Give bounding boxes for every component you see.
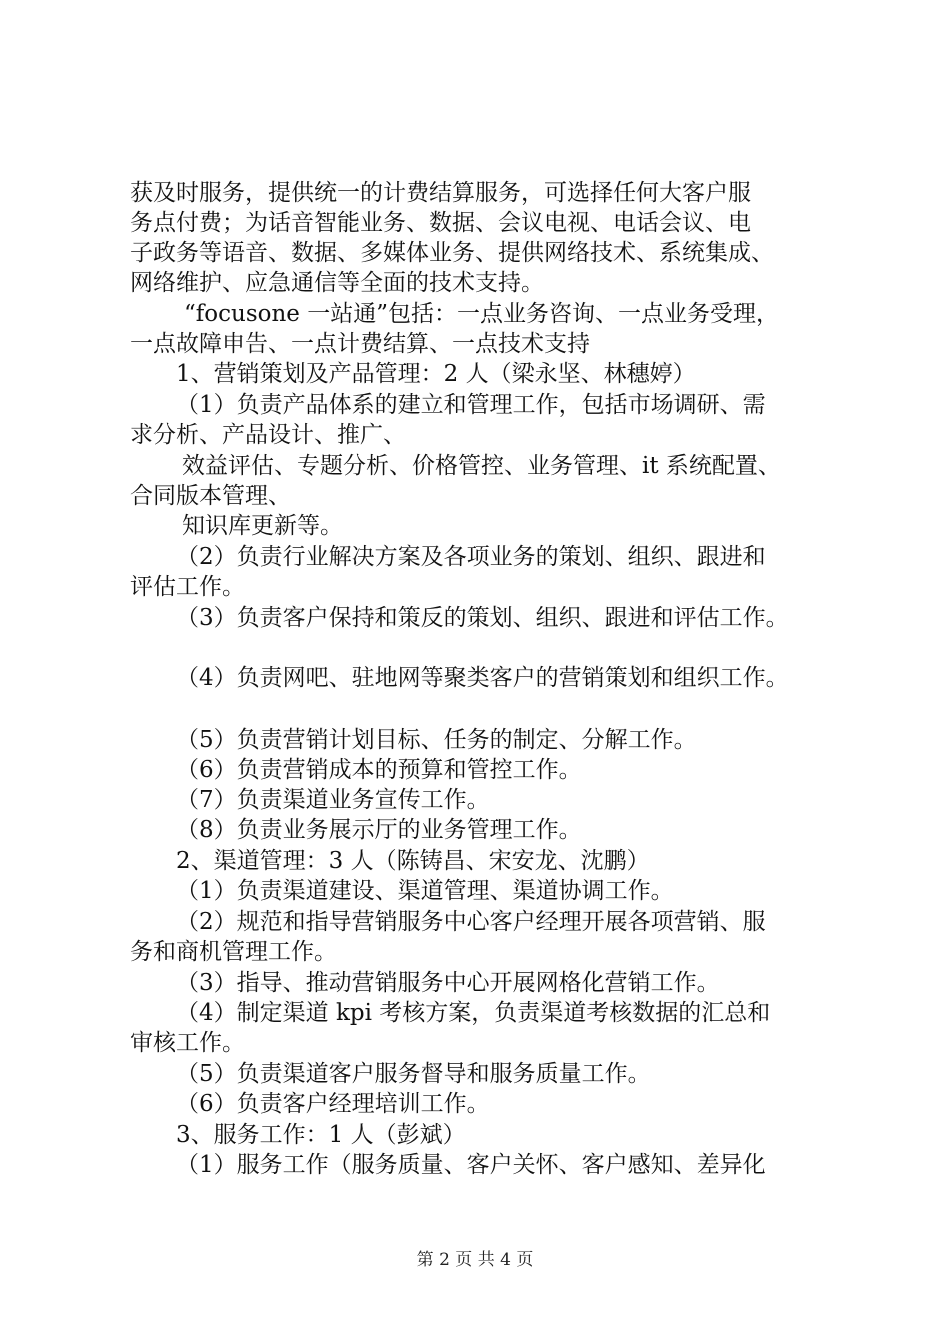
text-line: （7）负责渠道业务宣传工作。 <box>176 787 490 813</box>
text-line: 效益评估、专题分析、价格管控、业务管理、it 系统配置、 <box>182 453 781 479</box>
text-line: 获及时服务，提供统一的计费结算服务，可选择任何大客户服 <box>130 180 751 206</box>
text-line: （5）负责渠道客户服务督导和服务质量工作。 <box>176 1061 651 1087</box>
text-line: （8）负责业务展示厅的业务管理工作。 <box>176 817 582 843</box>
text-line: “focusone 一站通”包括：一点业务咨询、一点业务受理， <box>184 301 779 327</box>
page-number-footer: 第 2 页 共 4 页 <box>416 1250 534 1270</box>
text-line: （2）负责行业解决方案及各项业务的策划、组织、跟进和 <box>176 544 766 570</box>
text-line: 合同版本管理、 <box>130 483 291 509</box>
text-line: （1）负责渠道建设、渠道管理、渠道协调工作。 <box>176 878 674 904</box>
text-line: （6）负责营销成本的预算和管控工作。 <box>176 757 582 783</box>
text-line: （1）负责产品体系的建立和管理工作，包括市场调研、需 <box>176 392 766 418</box>
text-line: 评估工作。 <box>130 574 245 600</box>
text-line: （2）规范和指导营销服务中心客户经理开展各项营销、服 <box>176 909 766 935</box>
text-line: 子政务等语音、数据、多媒体业务、提供网络技术、系统集成、 <box>130 240 774 266</box>
text-line: 一点故障申告、一点计费结算、一点技术支持 <box>130 331 590 357</box>
text-line: （4）制定渠道 kpi 考核方案，负责渠道考核数据的汇总和 <box>176 1000 771 1026</box>
text-line: （6）负责客户经理培训工作。 <box>176 1091 490 1117</box>
text-line: 求分析、产品设计、推广、 <box>130 422 406 448</box>
text-line: 务点付费；为话音智能业务、数据、会议电视、电话会议、电 <box>130 210 751 236</box>
section-heading: 2、渠道管理：3 人（陈铸昌、宋安龙、沈鹏） <box>176 848 650 874</box>
text-line: 审核工作。 <box>130 1030 245 1056</box>
text-line: （1）服务工作（服务质量、客户关怀、客户感知、差异化 <box>176 1152 766 1178</box>
section-heading: 3、服务工作：1 人（彭斌） <box>176 1122 466 1148</box>
text-line: （5）负责营销计划目标、任务的制定、分解工作。 <box>176 727 697 753</box>
text-line: （3）指导、推动营销服务中心开展网格化营销工作。 <box>176 970 720 996</box>
section-heading: 1、营销策划及产品管理：2 人（梁永坚、林穗婷） <box>176 361 696 387</box>
text-line: （4）负责网吧、驻地网等聚类客户的营销策划和组织工作。 <box>176 665 789 691</box>
text-line: 务和商机管理工作。 <box>130 939 337 965</box>
text-line: （3）负责客户保持和策反的策划、组织、跟进和评估工作。 <box>176 605 789 631</box>
text-line: 知识库更新等。 <box>182 513 343 539</box>
text-line: 网络维护、应急通信等全面的技术支持。 <box>130 270 544 296</box>
